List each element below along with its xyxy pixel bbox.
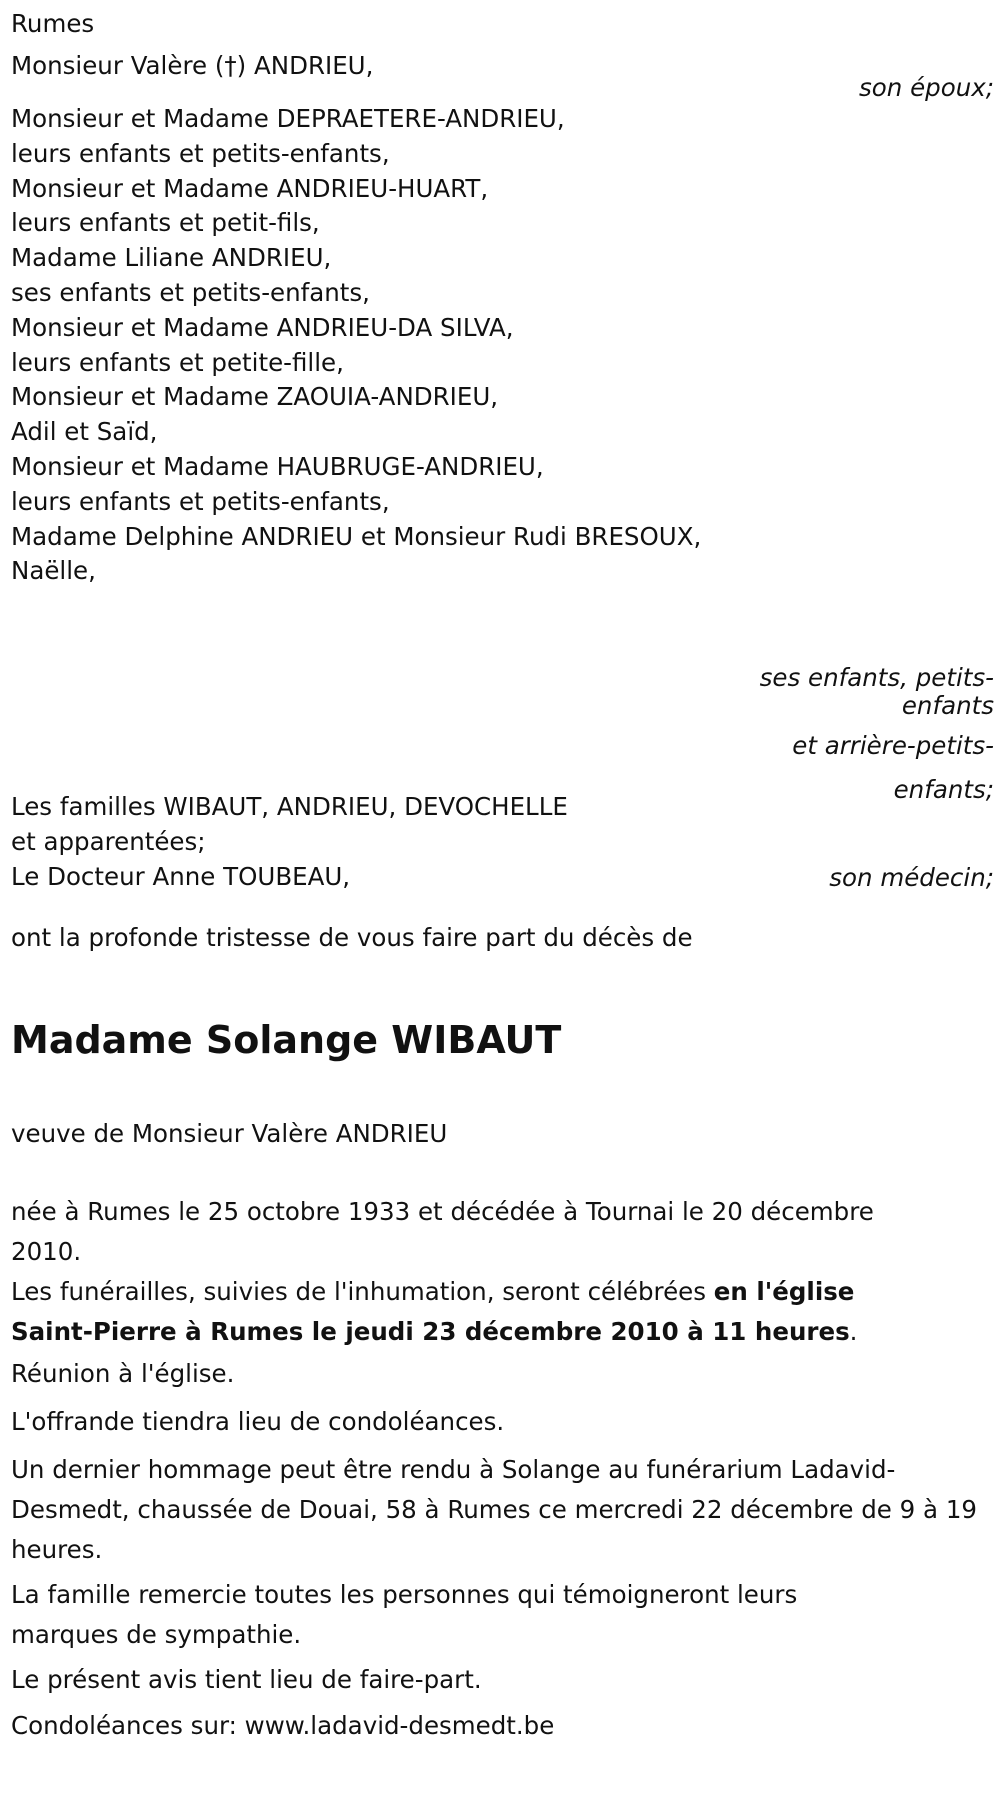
offering-paragraph: L'offrande tiendra lieu de condoléances. (11, 1407, 505, 1436)
funeral-intro: Les funérailles, suivies de l'inhumation, seront célébrées (11, 1277, 714, 1306)
family-line: Adil et Saïd, (11, 417, 158, 447)
family-line: leurs enfants et petit-fils, (11, 208, 320, 238)
funeral-details: en l'église Saint-Pierre à Rumes le jeudi 23 décembre 2010 à 11 heures (11, 1277, 855, 1346)
family-line: et apparentées; (11, 826, 206, 856)
thanks-paragraph: La famille remercie toutes les personnes qui témoigneront leurs marques de sympathie. (11, 1580, 798, 1649)
spouse-line: Monsieur Valère (†) ANDRIEU, (11, 51, 374, 80)
family-line: ses enfants et petits-enfants, (11, 277, 370, 307)
family-line: leurs enfants et petits-enfants, (11, 486, 390, 516)
family-line: leurs enfants et petite-fille, (11, 347, 344, 377)
family-line: Les familles WIBAUT, ANDRIEU, DEVOCHELLE (11, 792, 568, 821)
doctor-line: Le Docteur Anne TOUBEAU, (11, 861, 351, 891)
family-line: Madame Liliane ANDRIEU, (11, 243, 332, 273)
family-line: leurs enfants et petits-enfants, (11, 138, 390, 168)
family-line: Monsieur et Madame ZAOUIA-ANDRIEU, (11, 382, 499, 412)
family-line: Naëlle, (11, 556, 96, 586)
deceased-name: Madame Solange WIBAUT (11, 1018, 562, 1062)
announcement-line: ont la profonde tristesse de vous faire part du décès de (11, 923, 693, 952)
family-line: Monsieur et Madame HAUBRUGE-ANDRIEU, (11, 451, 544, 481)
widow-of-line: veuve de Monsieur Valère ANDRIEU (11, 1119, 448, 1148)
condolences-link[interactable]: Condoléances sur: www.ladavid-desmedt.be (11, 1711, 555, 1740)
family-line: Monsieur et Madame ANDRIEU-DA SILVA, (11, 312, 514, 342)
spouse-role: son époux; (859, 73, 994, 102)
place-heading: Rumes (11, 9, 95, 38)
meeting-paragraph: Réunion à l'église. (11, 1359, 235, 1388)
children-role-continued: et arrière-petits- enfants; (792, 731, 994, 804)
family-line: Monsieur et Madame ANDRIEU-HUART, (11, 173, 489, 203)
funeral-paragraph (11, 1272, 901, 1352)
children-role: ses enfants, petits- enfants (759, 663, 994, 720)
birth-death-paragraph: née à Rumes le 25 octobre 1933 et décédée à Tournai le 20 décembre 2010. (11, 1197, 874, 1266)
tribute-paragraph: Un dernier hommage peut être rendu à Solange au funérarium Ladavid-Desmedt, chaussée de Douai, 58 à Rumes ce mercredi 22 décembre de 9 à 19 heures. (11, 1455, 978, 1564)
funeral-end: . (849, 1317, 858, 1346)
family-line: Monsieur et Madame DEPRAETERE-ANDRIEU, (11, 104, 565, 133)
children-list (11, 102, 994, 589)
notice-paragraph: Le présent avis tient lieu de faire-part. (11, 1665, 482, 1694)
family-line: Madame Delphine ANDRIEU et Monsieur Rudi BRESOUX, (11, 521, 702, 551)
doctor-role: son médecin; (829, 863, 994, 892)
